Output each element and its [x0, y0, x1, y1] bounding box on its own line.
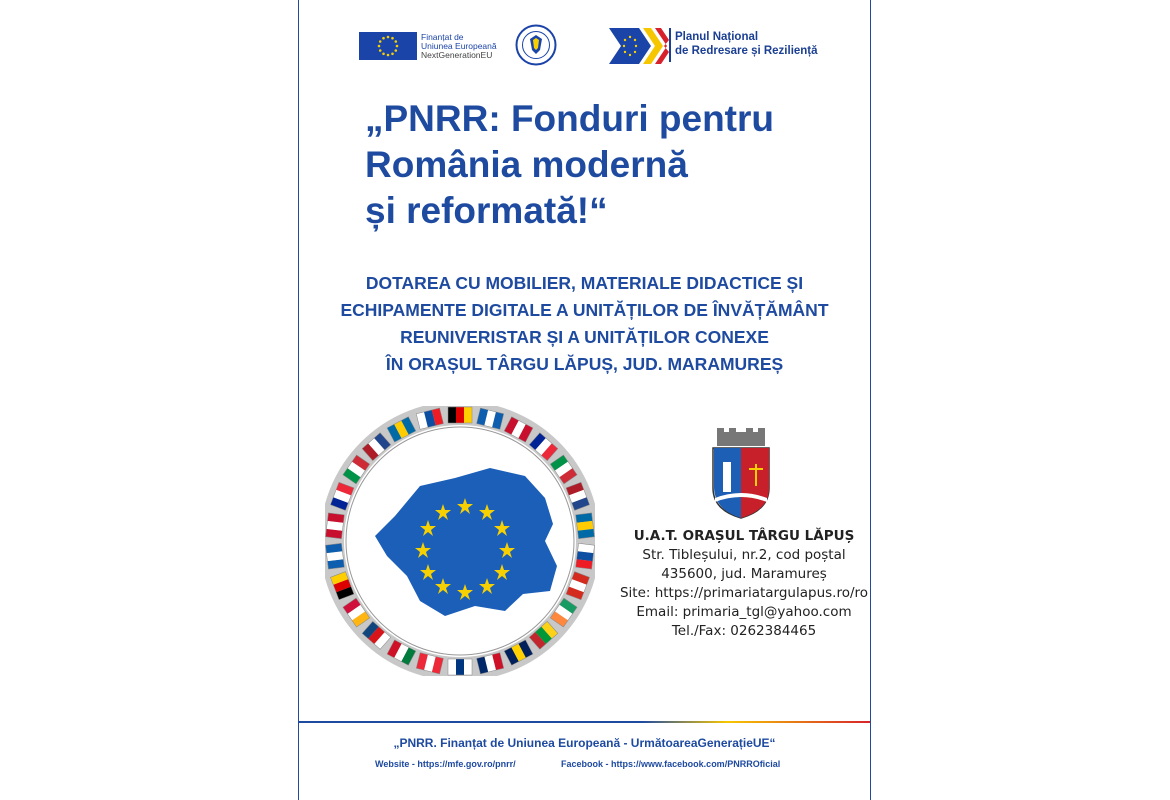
address-line-1: Str. Tibleșului, nr.2, cod poștal	[642, 547, 846, 563]
organization-name: U.A.T. ORAȘUL TÂRGU LĂPUȘ	[633, 528, 855, 544]
poster	[298, 0, 871, 800]
address-line-2: 435600, jud. Maramureș	[661, 566, 827, 582]
pnrr-divider	[669, 28, 671, 62]
header-logos	[299, 24, 870, 68]
title-line-3: și reformată!“	[365, 190, 608, 231]
flag-icon	[448, 407, 472, 423]
title-line-1: „PNRR: Fonduri pentru	[365, 98, 775, 139]
website-link[interactable]: Site: https://primariatargulapus.ro/ro	[619, 585, 869, 601]
pnrr-line-1: Planul Național	[675, 31, 759, 43]
flag-icon	[448, 659, 472, 675]
eu-flag-icon	[359, 32, 417, 60]
website-footer-link[interactable]: Website - https://mfe.gov.ro/pnrr/	[375, 759, 516, 769]
eu-romania-emblem-icon	[325, 406, 595, 676]
title-line-2: România modernă	[365, 144, 688, 185]
subtitle-line-2: ECHIPAMENTE DIGITALE A UNITĂȚILOR DE ÎNVĂȚĂMÂNT	[340, 300, 829, 320]
project-description	[299, 270, 870, 378]
flag-icon	[326, 543, 345, 569]
eu-funding-label	[421, 33, 497, 60]
targu-lapus-coat-of-arms-icon	[709, 428, 773, 520]
pnrr-line-2: de Redresare și Reziliență	[675, 45, 818, 57]
footer-slogan: „PNRR. Finanțat de Uniunea Europeană - UrmătoareaGenerațieUE“	[393, 736, 776, 750]
pnrr-logo-icon	[609, 28, 669, 64]
romanian-government-seal-icon	[515, 24, 557, 66]
facebook-footer-link[interactable]: Facebook - https://www.facebook.com/PNRROficial	[561, 759, 781, 769]
flag-icon	[326, 513, 345, 539]
eu-line-1: Finanțat de	[421, 32, 464, 42]
subtitle-line-4: ÎN ORAȘUL TÂRGU LĂPUȘ, JUD. MARAMUREȘ	[385, 354, 784, 374]
contact-block	[609, 527, 879, 641]
email-link[interactable]: Email: primaria_tgl@yahoo.com	[636, 604, 852, 620]
flag-icon	[576, 543, 595, 569]
footer-divider	[299, 721, 870, 723]
subtitle-line-3: REUNIVERISTAR ȘI A UNITĂȚILOR CONEXE	[400, 327, 769, 347]
pnrr-label	[675, 30, 818, 58]
eu-line-3: NextGenerationEU	[421, 50, 493, 60]
subtitle-line-1: DOTAREA CU MOBILIER, MATERIALE DIDACTICE ȘI	[365, 273, 804, 293]
eu-line-2: Uniunea Europeană	[421, 41, 497, 51]
phone-number: Tel./Fax: 0262384465	[671, 623, 817, 639]
flag-icon	[576, 513, 595, 539]
poster-title	[365, 96, 865, 234]
